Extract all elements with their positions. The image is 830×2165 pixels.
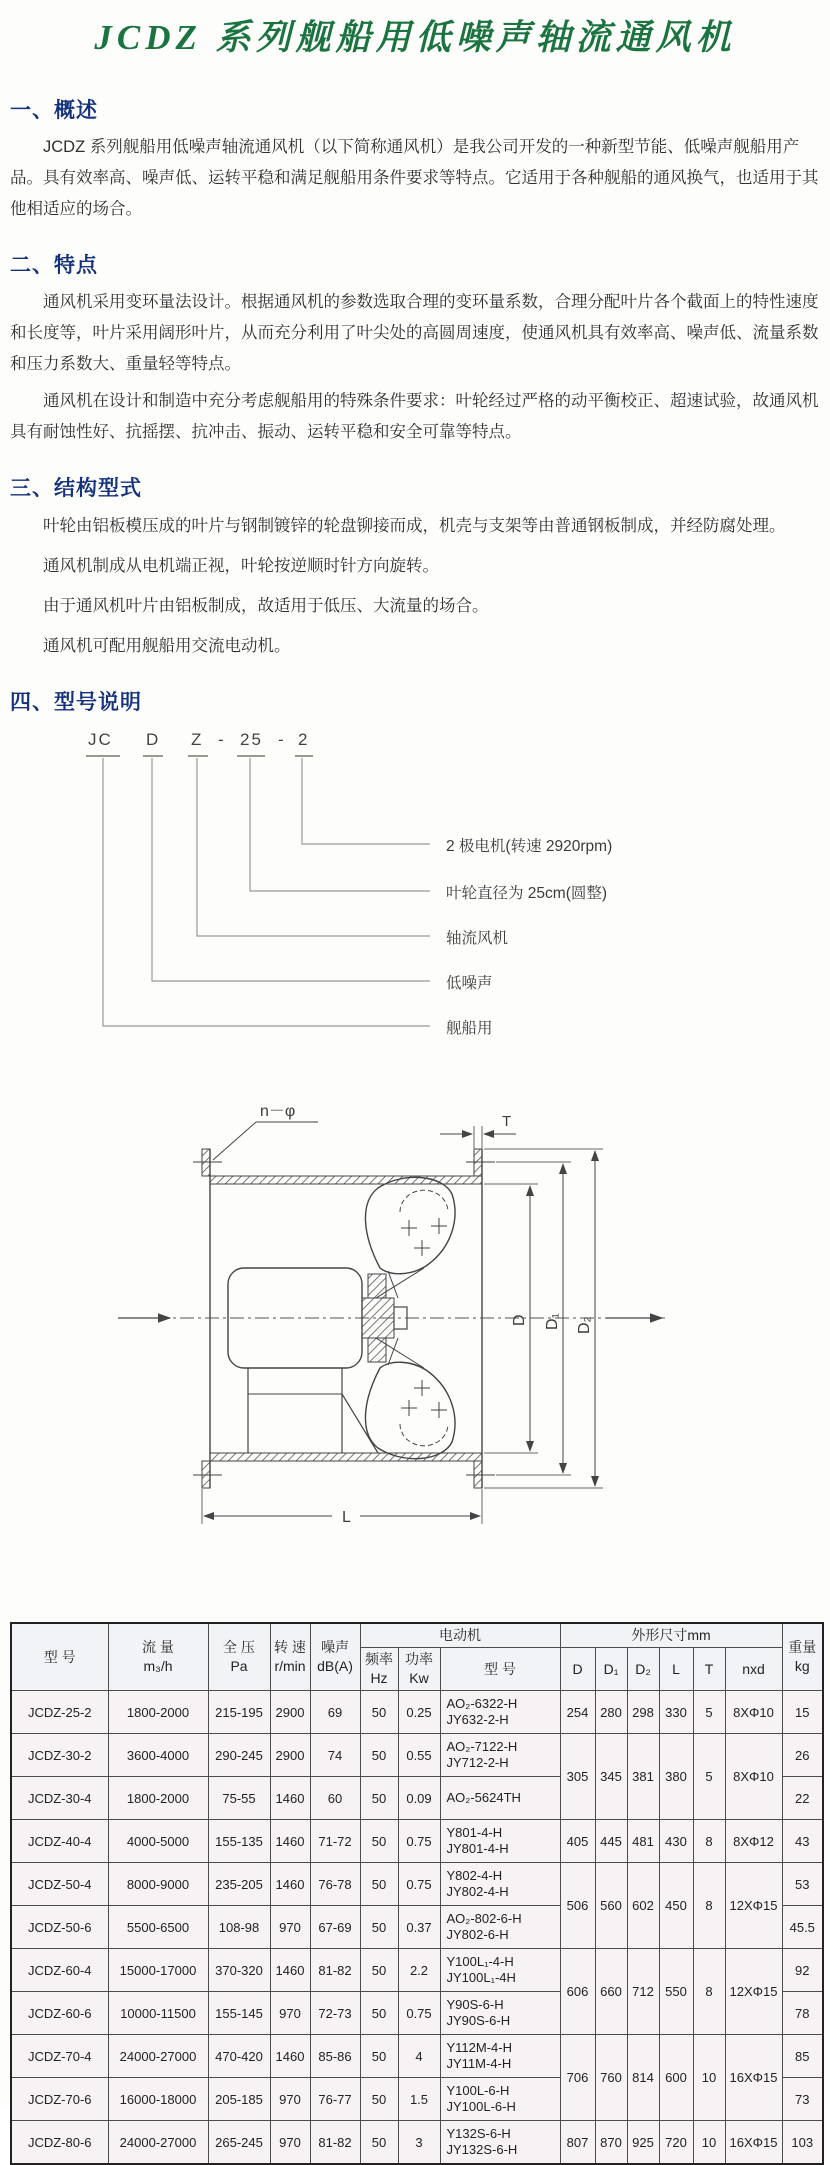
table-cell: JCDZ-60-6 [11,1992,108,2035]
model-code-dash-1: - [218,730,226,749]
model-code-lownoise: D [146,730,161,749]
page-title: JCDZ 系列舰船用低噪声轴流通风机 [94,18,736,57]
table-cell: 72-73 [310,1992,360,2035]
table-cell: 8 [693,1863,725,1949]
table-cell: 1460 [270,1949,310,1992]
table-cell: 970 [270,1992,310,2035]
header-motor-model: 型 号 [440,1648,560,1691]
model-label-marine-use: 舰船用 [446,1020,493,1037]
table-cell: Y100L-6-H JY100L-6-H [440,2078,560,2121]
fan-drawing-svg [10,1076,820,1556]
header-flow [108,1623,208,1691]
section-heading-structure: 三、结构型式 [10,477,142,500]
table-cell: 12XΦ15 [725,1949,782,2035]
table-cell: 445 [595,1820,627,1863]
table-cell: 10 [693,2121,725,2165]
table-cell: 970 [270,2121,310,2165]
table-cell: 4 [398,2035,440,2078]
table-cell: 8 [693,1949,725,2035]
table-cell: 5 [693,1734,725,1820]
dimension-label-d1: D₁ [544,1313,561,1330]
table-cell: 925 [627,2121,659,2165]
table-cell: 50 [360,1777,398,1820]
header-pressure-unit: Pa [230,1658,248,1674]
header-flow-unit: m₃/h [143,1658,173,1674]
table-cell: 0.09 [398,1777,440,1820]
header-model [11,1623,108,1691]
table-cell: JCDZ-30-2 [11,1734,108,1777]
spec-table-body [11,1691,823,2165]
model-label-diameter: 叶轮直径为 25cm(圆整) [446,885,608,902]
table-cell: 0.75 [398,1992,440,2035]
table-cell: 0.75 [398,1820,440,1863]
model-leader-lines [10,726,820,1048]
table-cell: 85-86 [310,2035,360,2078]
header-model-label: 型 号 [43,1648,76,1665]
section-heading-model-designation: 四、型号说明 [10,691,142,714]
table-cell: 265-245 [208,2121,270,2165]
table-cell: 814 [627,2035,659,2121]
table-cell: 600 [659,2035,693,2121]
header-pressure-label: 全 压 [223,1639,255,1655]
table-row [11,1820,823,1863]
table-cell: 3600-4000 [108,1734,208,1777]
table-cell: 8000-9000 [108,1863,208,1906]
header-power-label: 功率 [405,1651,433,1667]
header-dim-t: T [693,1648,725,1691]
table-cell: 1800-2000 [108,1777,208,1820]
table-cell: 506 [560,1863,595,1949]
table-cell: 8XΦ10 [725,1691,782,1734]
code-underline [237,755,265,757]
table-cell: 60 [310,1777,360,1820]
table-cell: 50 [360,1691,398,1734]
table-cell: 3 [398,2121,440,2165]
structure-line-4: 通风机可配用舰船用交流电动机。 [43,637,291,655]
table-cell: 2900 [270,1734,310,1777]
dimension-label-d2: D₂ [576,1316,593,1334]
table-cell: 50 [360,1949,398,1992]
table-cell: 24000-27000 [108,2035,208,2078]
spec-table [10,1622,824,2165]
table-cell: Y802-4-H JY802-4-H [440,1863,560,1906]
dimension-label-n-phi: n－φ [260,1103,296,1120]
table-cell: 50 [360,1992,398,2035]
header-noise [310,1623,360,1691]
header-weight-unit: kg [794,1658,810,1674]
header-dim-d2: D₂ [627,1648,659,1691]
table-cell: 381 [627,1734,659,1820]
code-underline [143,755,163,757]
header-noise-label: 噪声 [321,1639,349,1655]
table-row [11,2035,823,2078]
header-dim-d1: D₁ [595,1648,627,1691]
table-cell: AO₂-6322-H JY632-2-H [440,1691,560,1734]
table-cell: 50 [360,2035,398,2078]
table-cell: 50 [360,2121,398,2165]
header-motor-group: 电动机 [360,1623,560,1648]
table-cell: 760 [595,2035,627,2121]
table-row [11,1691,823,1734]
table-cell: 0.25 [398,1691,440,1734]
table-cell: 8XΦ12 [725,1820,782,1863]
table-cell: AO₂-7122-H JY712-2-H [440,1734,560,1777]
header-frequency [360,1648,398,1691]
table-row [11,1863,823,1906]
header-frequency-unit: Hz [370,1670,388,1686]
table-cell: JCDZ-40-4 [11,1820,108,1863]
dimension-label-l: L [342,1509,351,1526]
table-cell: 24000-27000 [108,2121,208,2165]
table-cell: 1800-2000 [108,1691,208,1734]
model-code-poles: 2 [298,730,310,749]
table-cell: 970 [270,2078,310,2121]
table-cell: 807 [560,2121,595,2165]
table-cell: 22 [782,1777,823,1820]
table-cell: 50 [360,1734,398,1777]
structure-line-3: 由于通风机叶片由铝板制成，故适用于低压、大流量的场合。 [43,597,489,615]
table-cell: 602 [627,1863,659,1949]
table-cell: 75-55 [208,1777,270,1820]
table-cell: 5500-6500 [108,1906,208,1949]
table-cell: 155-145 [208,1992,270,2035]
table-cell: 67-69 [310,1906,360,1949]
table-cell: 215-195 [208,1691,270,1734]
table-cell: 560 [595,1863,627,1949]
table-cell: 450 [659,1863,693,1949]
table-header-row-1 [11,1623,823,1648]
table-cell: 69 [310,1691,360,1734]
table-cell: 706 [560,2035,595,2121]
table-cell: Y132S-6-H JY132S-6-H [440,2121,560,2165]
table-cell: JCDZ-60-4 [11,1949,108,1992]
table-cell: 290-245 [208,1734,270,1777]
table-cell: 298 [627,1691,659,1734]
table-cell: 380 [659,1734,693,1820]
table-cell: 720 [659,2121,693,2165]
table-cell: 1460 [270,2035,310,2078]
section-heading-features: 二、特点 [10,254,98,277]
table-cell: 108-98 [208,1906,270,1949]
header-dim-d: D [560,1648,595,1691]
table-cell: 254 [560,1691,595,1734]
header-speed-label: 转 速 [274,1639,306,1655]
table-cell: Y801-4-H JY801-4-H [440,1820,560,1863]
table-cell: 1460 [270,1863,310,1906]
table-cell: AO₂-802-6-H JY802-6-H [440,1906,560,1949]
header-pressure [208,1623,270,1691]
table-cell: 1460 [270,1820,310,1863]
model-label-low-noise: 低噪声 [446,975,493,992]
table-cell: 16XΦ15 [725,2035,782,2121]
table-cell: 870 [595,2121,627,2165]
header-flow-label: 流 量 [142,1639,174,1655]
fan-outline-drawing [10,1076,820,1556]
table-cell: JCDZ-25-2 [11,1691,108,1734]
table-cell: 45.5 [782,1906,823,1949]
table-cell: 481 [627,1820,659,1863]
table-cell: 2900 [270,1691,310,1734]
table-cell: 305 [560,1734,595,1820]
table-cell: 5 [693,1691,725,1734]
table-cell: 205-185 [208,2078,270,2121]
table-cell: 235-205 [208,1863,270,1906]
table-cell: 92 [782,1949,823,1992]
table-row [11,1949,823,1992]
header-frequency-label: 频率 [365,1651,393,1667]
table-cell: 155-135 [208,1820,270,1863]
table-cell: 50 [360,1906,398,1949]
table-cell: JCDZ-30-4 [11,1777,108,1820]
model-code-axial: Z [191,730,204,749]
table-cell: 26 [782,1734,823,1777]
header-dim-nxd: nxd [725,1648,782,1691]
table-cell: 0.55 [398,1734,440,1777]
table-cell: 15 [782,1691,823,1734]
table-cell: 43 [782,1820,823,1863]
table-cell: 103 [782,2121,823,2165]
table-cell: JCDZ-70-4 [11,2035,108,2078]
header-speed-unit: r/min [274,1658,306,1674]
table-cell: 280 [595,1691,627,1734]
header-speed [270,1623,310,1691]
table-cell: 76-77 [310,2078,360,2121]
table-cell: 430 [659,1820,693,1863]
table-cell: 73 [782,2078,823,2121]
table-cell: 1.5 [398,2078,440,2121]
table-cell: 71-72 [310,1820,360,1863]
table-cell: 16XΦ15 [725,2121,782,2165]
table-cell: 970 [270,1906,310,1949]
table-cell: 15000-17000 [108,1949,208,1992]
table-cell: JCDZ-50-6 [11,1906,108,1949]
table-cell: 2.2 [398,1949,440,1992]
table-cell: JCDZ-50-4 [11,1863,108,1906]
code-underline [295,755,313,757]
table-cell: 405 [560,1820,595,1863]
table-cell: 8 [693,1820,725,1863]
model-code-dash-2: - [278,730,286,749]
table-cell: 12XΦ15 [725,1863,782,1949]
table-cell: 345 [595,1734,627,1820]
table-cell: 78 [782,1992,823,2035]
table-cell: 76-78 [310,1863,360,1906]
dimension-label-d: D [511,1314,528,1326]
table-cell: 660 [595,1949,627,2035]
header-noise-unit: dB(A) [317,1658,353,1674]
structure-line-1: 叶轮由铝板模压成的叶片与钢制镀锌的轮盘铆接而成，机壳与支架等由普通钢板制成，并经防腐处理。 [43,517,786,535]
header-dim-l: L [659,1648,693,1691]
table-cell: 330 [659,1691,693,1734]
table-cell: 0.75 [398,1863,440,1906]
table-cell: 606 [560,1949,595,2035]
model-label-motor-poles: 2 极电机(转速 2920rpm) [446,838,613,855]
table-cell: AO₂-5624TH [440,1777,560,1820]
table-cell: JCDZ-80-6 [11,2121,108,2165]
structure-line-2: 通风机制成从电机端正视，叶轮按逆顺时针方向旋转。 [43,557,439,575]
table-cell: 81-82 [310,1949,360,1992]
table-cell: 550 [659,1949,693,2035]
model-label-axial-fan: 轴流风机 [446,930,509,947]
table-cell: 470-420 [208,2035,270,2078]
table-cell: Y90S-6-H JY90S-6-H [440,1992,560,2035]
table-cell: 712 [627,1949,659,2035]
table-cell: 50 [360,1820,398,1863]
table-cell: 10 [693,2035,725,2121]
table-cell: 74 [310,1734,360,1777]
table-cell: 53 [782,1863,823,1906]
table-cell: 81-82 [310,2121,360,2165]
model-designation-diagram [10,726,820,1048]
table-cell: 10000-11500 [108,1992,208,2035]
table-cell: 50 [360,1863,398,1906]
code-underline [86,755,120,757]
header-power-unit: Kw [409,1670,429,1686]
table-cell: 85 [782,2035,823,2078]
features-paragraph-2: 通风机在设计和制造中充分考虑舰船用的特殊条件要求：叶轮经过严格的动平衡校正、超速试验，故通风机具有耐蚀性好、抗摇摆、抗冲击、振动、运转平稳和安全可靠等特点。 [10,392,819,441]
header-weight [782,1623,823,1691]
dimension-label-t: T [502,1113,512,1130]
table-cell: 1460 [270,1777,310,1820]
table-cell: 0.37 [398,1906,440,1949]
table-cell: 370-320 [208,1949,270,1992]
table-cell: Y100L₁-4-H JY100L₁-4H [440,1949,560,1992]
table-cell: Y112M-4-H JY11M-4-H [440,2035,560,2078]
table-cell: 16000-18000 [108,2078,208,2121]
table-cell: 4000-5000 [108,1820,208,1863]
header-weight-label: 重量 [788,1639,817,1655]
features-paragraph-1: 通风机采用变环量法设计。根据通风机的参数选取合理的变环量系数，合理分配叶片各个截面上的特性速度和长度等，叶片采用阔形叶片，从而充分利用了叶尖处的高圆周速度，使通风机具有效率高、噪声低、流量系数和压力系数大、重量轻等特点。 [10,293,819,373]
header-dimensions-group: 外形尺寸mm [560,1623,782,1648]
table-cell: 8XΦ10 [725,1734,782,1820]
table-cell: JCDZ-70-6 [11,2078,108,2121]
overview-paragraph: JCDZ 系列舰船用低噪声轴流通风机（以下简称通风机）是我公司开发的一种新型节能、低噪声舰船用产品。具有效率高、噪声低、运转平稳和满足舰船用条件要求等特点。它适用于各种舰船的通风换气，也适用于其他相适应的场合。 [10,138,819,218]
table-row [11,2121,823,2165]
section-heading-overview: 一、概述 [10,99,98,122]
model-code-series: JC [88,730,113,749]
model-code-diameter: 25 [240,730,263,749]
table-row [11,1734,823,1777]
code-underline [188,755,208,757]
table-cell: 50 [360,2078,398,2121]
header-power [398,1648,440,1691]
